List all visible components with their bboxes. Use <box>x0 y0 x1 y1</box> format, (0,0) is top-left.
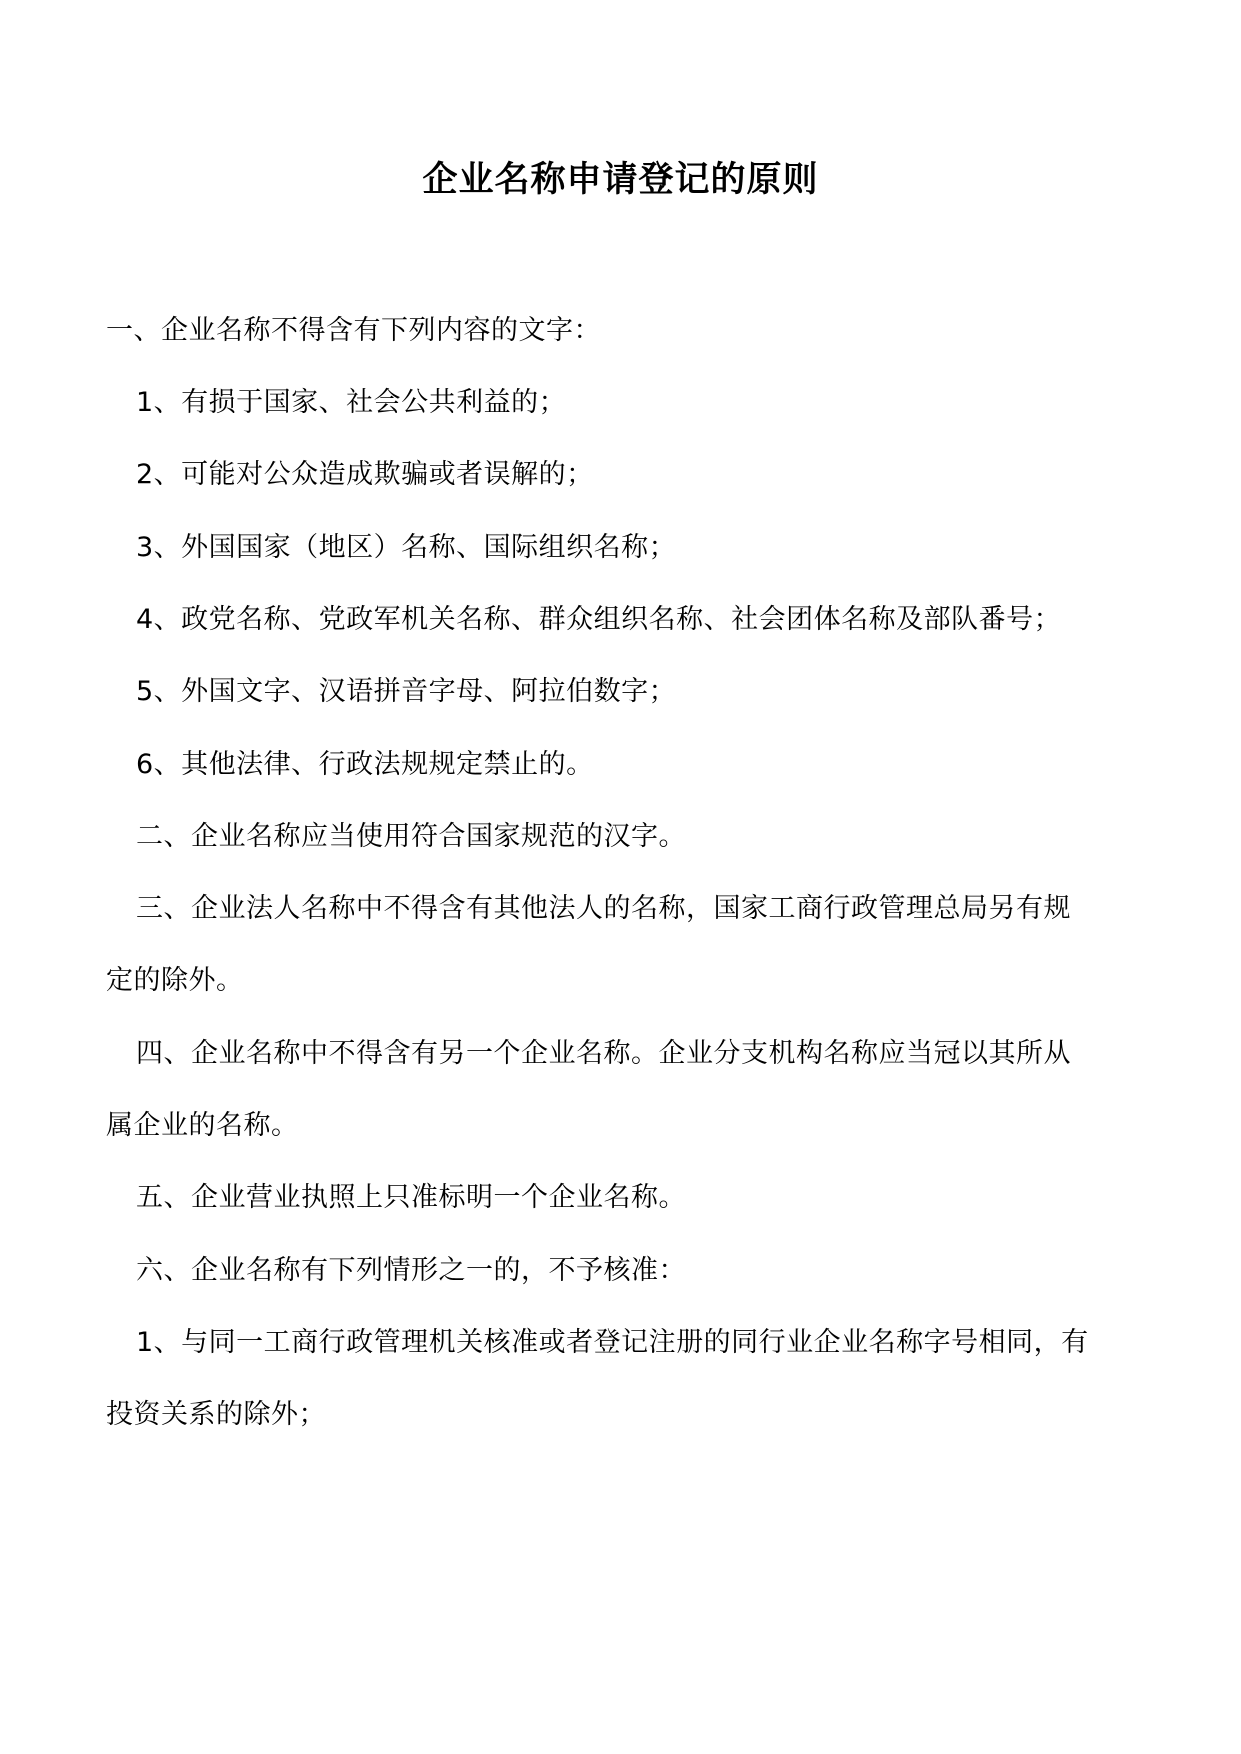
section-3-line-1: 三、企业法人名称中不得含有其他法人的名称，国家工商行政管理总局另有规 <box>136 893 1071 924</box>
section-5: 五、企业营业执照上只准标明一个企业名称。 <box>136 1182 686 1213</box>
section-1-item-3: 3、外国国家（地区）名称、国际组织名称； <box>136 532 677 563</box>
section-1-item-6: 6、其他法律、行政法规规定禁止的。 <box>136 749 594 780</box>
section-1-heading: 一、企业名称不得含有下列内容的文字： <box>106 315 601 346</box>
document-title: 企业名称申请登记的原则 <box>422 160 819 200</box>
section-4-line-1: 四、企业名称中不得含有另一个企业名称。企业分支机构名称应当冠以其所从 <box>136 1038 1071 1069</box>
section-6-item-1-line-1: 1、与同一工商行政管理机关核准或者登记注册的同行业企业名称字号相同，有 <box>136 1327 1089 1358</box>
section-2: 二、企业名称应当使用符合国家规范的汉字。 <box>136 821 686 852</box>
section-1-item-1: 1、有损于国家、社会公共利益的； <box>136 387 567 418</box>
section-6-heading: 六、企业名称有下列情形之一的，不予核准： <box>136 1255 686 1286</box>
section-1-item-2: 2、可能对公众造成欺骗或者误解的； <box>136 459 594 490</box>
section-1-item-4: 4、政党名称、党政军机关名称、群众组织名称、社会团体名称及部队番号； <box>136 604 1062 635</box>
section-1-item-5: 5、外国文字、汉语拼音字母、阿拉伯数字； <box>136 676 677 707</box>
section-6-item-1-line-2: 投资关系的除外； <box>106 1399 326 1430</box>
section-4-line-2: 属企业的名称。 <box>106 1110 299 1141</box>
section-3-line-2: 定的除外。 <box>106 965 244 996</box>
